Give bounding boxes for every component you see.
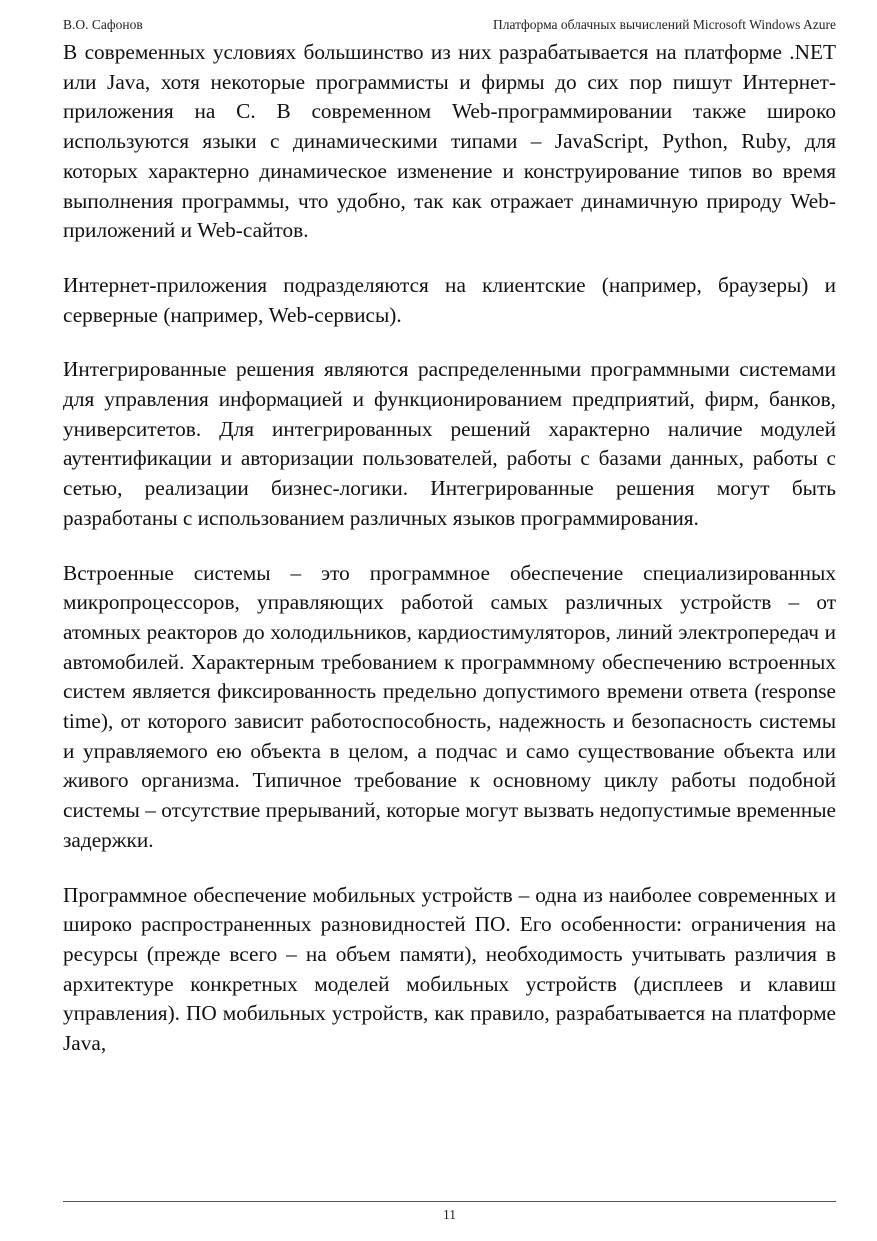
paragraph-mobile-software: Программное обеспечение мобильных устройств – одна из наиболее современных и широко распространенных разновидностей ПО. Его особенности: ограничения на ресурсы (прежде всего – на объем памяти), необходимость учитывать различия в архитектуре конкретных моделей мобильных устройств (дисплеев и клавиш управления). ПО мобильных устройств, как правило, разрабатывается на платформе Java, bbox=[63, 882, 836, 1056]
footer-divider bbox=[63, 1201, 836, 1202]
paragraph-embedded-systems: Встроенные системы – это программное обеспечение специализированных микропроцессоров, управляющих работой самых различных устройств – от атомных реакторов до холодильников, кардиостимуляторов, линий электропередач и автомобилей. Характерным требованием к программному обеспечению встроенных систем является фиксированность предельно допустимого времени ответа (response time), от которого зависит работоспособность, надежность и безопасность системы и управляемого ею объекта в целом, а подчас и само существование объекта или живого организма. Типичное требование к основному циклу работы подобной системы – отсутствие прерываний, которые могут вызвать недопустимые временные задержки. bbox=[63, 560, 836, 852]
running-header bbox=[63, 16, 836, 34]
paragraph-web-languages: В современных условиях большинство из них разрабатывается на платформе .NET или Java, хотя некоторые программисты и фирмы до сих пор пишут Интернет-приложения на C. В современном Web-программировании также широко используются языки с динамическими типами – JavaScript, Python, Ruby, для которых характерно динамическое изменение и конструирование типов во время выполнения программы, что удобно, так как отражает динамичную природу Web-приложений и Web-сайтов. bbox=[63, 40, 836, 243]
header-author: В.О. Сафонов bbox=[63, 17, 143, 32]
page-body bbox=[63, 38, 836, 1059]
paragraph-internet-apps: Интернет-приложения подразделяются на клиентские (например, браузеры) и серверные (например, Web-сервисы). bbox=[63, 272, 836, 327]
paragraph-integrated-solutions: Интегрированные решения являются распределенными программными системами для управления информацией и функционированием предприятий, фирм, банков, университетов. Для интегрированных решений характерно наличие модулей аутентификации и авторизации пользователей, работы с базами данных, работы с сетью, реализации бизнес-логики. Интегрированные решения могут быть разработаны с использованием различных языков программирования. bbox=[63, 357, 836, 530]
header-book-title: Платформа облачных вычислений Microsoft Windows Azure bbox=[493, 17, 836, 32]
page-number: 11 bbox=[443, 1207, 456, 1222]
